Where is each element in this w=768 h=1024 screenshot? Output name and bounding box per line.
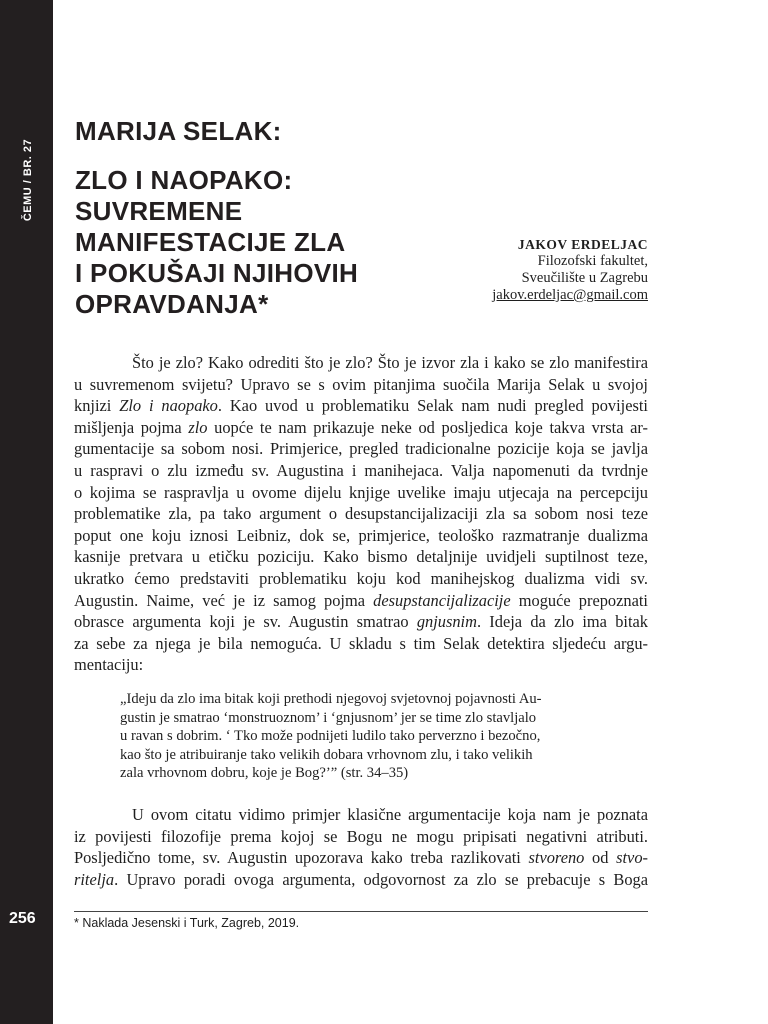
text-line: poput one koju iznosi Leibniz, dok se, primjerice, teološko razmatranje dualizma xyxy=(74,525,648,545)
journal-label-text: ČEMU / BR. 27 xyxy=(22,138,34,222)
text-run: obrasce argumenta koji je sv. Augustin smatrao xyxy=(74,612,417,632)
text-run: Augustin. Naime, već je iz samog pojma xyxy=(74,590,374,610)
text-line: mentaciju: xyxy=(74,655,144,675)
body-paragraph-1 xyxy=(74,352,648,676)
term-italic: ritelja xyxy=(74,869,115,889)
text-line xyxy=(74,590,648,612)
text-run: . Kao uvod u problematiku Selak nam nudi pregled povijesti xyxy=(217,396,648,416)
quote-line: u ravan s dobrim. ‘ Tko može podnijeti ludilo tako perverzno i bezočno, xyxy=(120,728,541,745)
text-line xyxy=(74,417,648,439)
book-author: MARIJA SELAK: xyxy=(75,116,282,146)
text-run: od xyxy=(584,848,617,868)
text-run: mišljenja pojma xyxy=(74,417,189,437)
text-line xyxy=(74,847,648,869)
footnote: * Naklada Jesenski i Turk, Zagreb, 2019. xyxy=(74,916,300,930)
text-run: uopće te nam prikazuje neke od posljedica koje takva vrsta ar- xyxy=(207,417,648,437)
block-quote xyxy=(120,690,598,783)
sidebar-band xyxy=(0,0,53,1024)
reviewer-university: Sveučilište u Zagrebu xyxy=(521,270,648,286)
reviewer-faculty: Filozofski fakultet, xyxy=(537,253,648,269)
text-line xyxy=(74,395,648,417)
journal-label xyxy=(22,120,34,240)
footnote-divider xyxy=(74,911,648,912)
term-italic: stvo- xyxy=(616,848,648,868)
book-title-line: I POKUŠAJI NJIHOVIH xyxy=(75,258,359,288)
text-run: knjizi xyxy=(74,396,120,416)
quote-line: zala vrhovnom dobru, koje je Bog?’” (str. 34–35) xyxy=(120,765,409,782)
quote-line: kao što je atribuiranje tako velikih dobara vrhovnom zlu, i tako velikih xyxy=(120,746,533,763)
text-line: ukratko ćemo predstaviti problematiku koju kod manihejskog dualizma vidi sv. xyxy=(74,568,648,588)
text-run: moguće prepoznati xyxy=(510,590,648,610)
text-line: U ovom citatu vidimo primjer klasične argumentacije koja nam je poznata xyxy=(132,805,648,824)
book-title-line: SUVREMENE xyxy=(75,196,243,226)
reviewer-name: JAKOV ERDELJAC xyxy=(517,237,648,252)
text-line: o kojima se raspravlja u ovome dijelu knjige uvelike imaju utjecaja na percepciju xyxy=(74,482,648,502)
term-italic: stvoreno xyxy=(528,848,585,868)
book-title-line: OPRAVDANJA* xyxy=(75,289,269,319)
book-title-line: ZLO I NAOPAKO: xyxy=(75,165,293,195)
page-number: 256 xyxy=(9,910,36,927)
text-run: Posljedično tome, sv. Augustin upozorava kako treba razlikovati xyxy=(74,848,529,868)
text-line: Što je zlo? Kako odrediti što je zlo? Što je izvor zla i kako se zlo manifestira xyxy=(132,353,648,372)
text-line xyxy=(74,869,648,891)
reviewer-email-link[interactable]: jakov.erdeljac@gmail.com xyxy=(492,287,648,303)
text-line: u suvremenom svijetu? Upravo se s ovim pitanjima suočila Marija Selak u svojoj xyxy=(74,374,648,394)
quote-line: gustin je smatrao ‘monstruoznom’ i ‘gnjusnom’ jer se time zlo stavljalo xyxy=(120,709,537,726)
text-line: kasnije pretvara u etičku poziciju. Kako bismo detaljnije uvidjeli suptilnost teze, xyxy=(74,547,648,567)
text-line: iz povijesti filozofije prema kojoj se Bogu ne mogu pripisati negativni atributi. xyxy=(74,826,648,846)
term-italic: gnjusnim xyxy=(416,612,477,632)
body-paragraph-2 xyxy=(74,804,648,890)
quote-line: „Ideju da zlo ima bitak koji prethodi njegovoj svjetovnoj pojavnosti Au- xyxy=(120,691,542,707)
text-line: za sebe za njega je bila nemoguća. U skladu s tim Selak detektira sljedeću argu- xyxy=(74,633,648,653)
book-title-line: MANIFESTACIJE ZLA xyxy=(75,227,346,257)
text-run: . Upravo poradi ovoga argumenta, odgovornost za zlo se prebacuje s Boga xyxy=(114,869,648,889)
reviewer-block xyxy=(420,236,648,304)
text-line: problematike zla, pa tako argument o desupstancijalizaciji zla sa sobom nosi teze xyxy=(74,504,648,524)
text-line xyxy=(74,611,648,633)
book-title-italic: Zlo i naopako xyxy=(119,396,218,416)
text-line: u raspravi o zlu između sv. Augustina i manihejaca. Valja napomenuti da tvrdnje xyxy=(74,460,648,480)
term-italic: desupstancijalizacije xyxy=(373,590,511,610)
term-italic: zlo xyxy=(188,417,208,437)
text-line: gumentacije sa sobom nosi. Primjerice, pregled tradicionalne pozicije koja se javlja xyxy=(74,439,648,459)
text-run: . Ideja da zlo ima bitak xyxy=(476,612,648,632)
